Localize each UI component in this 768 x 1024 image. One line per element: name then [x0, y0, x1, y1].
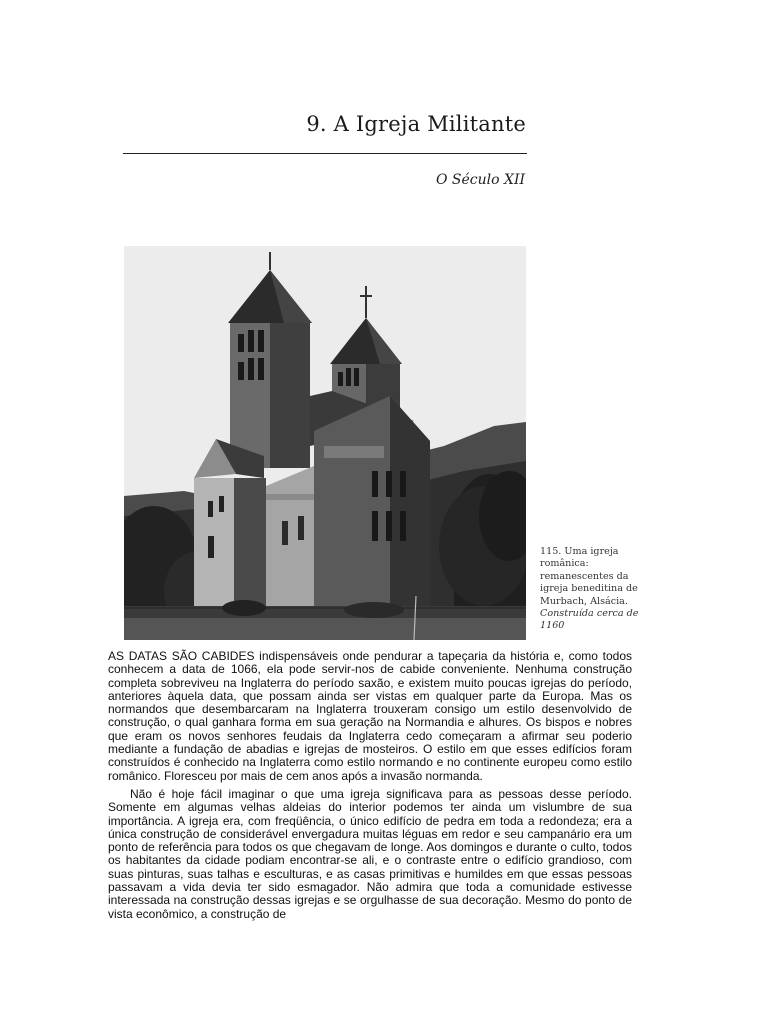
figure-caption — [540, 546, 650, 633]
paragraph: AS DATAS SÃO CABIDES indispensáveis onde pendurar a tapeçaria da história e, como todos conhecem a data de 1066, ela pode servir-nos de cabide conveniente. Nenhuma construção completa sobreviveu na Inglaterra do período saxão, e existem muito poucas igrejas do período, anteriores àquela data, que possam ainda ser vistas em qualquer parte da Europa. Mas os normandos que desembarcaram na Inglaterra trouxeram consigo um estilo desenvolvido de construção, o qual ganhara forma em sua geração na Normandia e alhures. Os bispos e nobres que eram os novos senhores feudais da Inglaterra cedo começaram a afirmar seu poderio mediante a fundação de abadias e igrejas de mosteiros. O estilo em que esses edifícios foram construídos é conhecido na Inglaterra como estilo normando e no continente europeu como estilo românico. Floresceu por mais de cem anos após a invasão normanda. — [108, 649, 632, 783]
chapter-subtitle: O Século XII — [435, 172, 525, 188]
figure-caption-date: Construída cerca de 1160 — [540, 608, 639, 632]
title-rule — [123, 153, 527, 154]
murbach-church-illustration — [124, 246, 526, 640]
body-text — [108, 650, 632, 926]
figure-caption-text: 115. Uma igreja românica: remanescentes da igreja beneditina de Murbach, Alsácia. — [540, 546, 638, 607]
paragraph: Não é hoje fácil imaginar o que uma igreja significava para as pessoas desse período. Somente em algumas velhas aldeias do interior podemos ter ainda um vislumbre de sua importância. A igreja era, com freqüência, o único edifício de pedra em toda a redondeza; era a única construção de considerável envergadura muitas léguas em redor e seu campanário era um ponto de referência para todos os que chegavam de longe. Aos domingos e durante o culto, todos os habitantes da cidade podiam encontrar-se ali, e o contraste entre o edifício grandioso, com suas pinturas, suas talhas e esculturas, e as casas primitivas e humildes em que essas pessoas passavam a vida devia ter sido esmagador. Não admira que toda a comunidade estivesse interessada na construção dessas igrejas e se orgulhasse de sua decoração. Mesmo do ponto de vista econômico, a construção de — [108, 786, 632, 921]
church-photograph — [124, 246, 526, 640]
chapter-title: 9. A Igreja Militante — [306, 112, 526, 136]
